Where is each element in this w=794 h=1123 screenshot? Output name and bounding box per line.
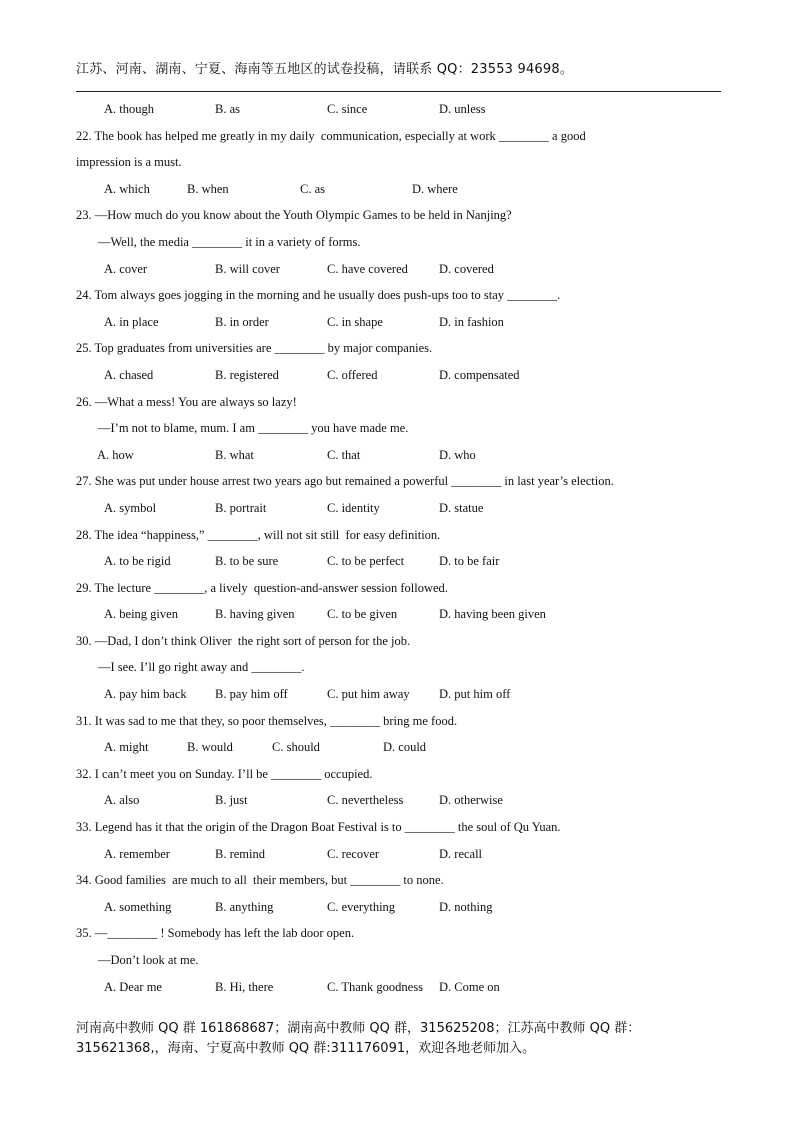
- option-a: A. also: [104, 793, 140, 808]
- question-stem: 25. Top graduates from universities are ________ by major companies.: [76, 341, 433, 356]
- options-row: [76, 787, 721, 814]
- option-b: B. would: [187, 740, 233, 755]
- options-row: [76, 601, 721, 628]
- options-row: [76, 841, 721, 868]
- option-c: C. have covered: [327, 261, 408, 276]
- option-a: A. might: [104, 740, 149, 755]
- question-stem: 26. —What a mess! You are always so lazy!: [76, 394, 297, 409]
- option-b: B. as: [215, 102, 240, 116]
- option-b: B. to be sure: [215, 554, 279, 569]
- option-c: C. put him away: [327, 687, 410, 702]
- option-c: C. offered: [327, 367, 378, 382]
- option-a: A. pay him back: [104, 687, 187, 702]
- question-stem: 32. I can’t meet you on Sunday. I’ll be ________ occupied.: [76, 766, 373, 781]
- option-d: D. unless: [439, 102, 486, 116]
- question-stem: 23. —How much do you know about the Youth Olympic Games to be held in Nanjing?: [76, 208, 512, 223]
- option-c: C. to be perfect: [327, 554, 405, 569]
- option-c: C. nevertheless: [327, 793, 404, 808]
- question-stem: 24. Tom always goes jogging in the morning and he usually does push-ups too to stay ________.: [76, 288, 561, 303]
- option-b: B. Hi, there: [215, 979, 274, 994]
- option-c: C. to be given: [327, 607, 398, 622]
- option-c: C. since: [327, 102, 368, 116]
- options-row: [76, 256, 721, 283]
- options-row: [76, 96, 721, 123]
- option-a: A. something: [104, 899, 172, 914]
- option-c: C. recover: [327, 846, 380, 861]
- option-a: A. remember: [104, 846, 170, 861]
- option-d: D. Come on: [439, 979, 500, 994]
- option-a: A. in place: [104, 314, 159, 329]
- option-d: D. otherwise: [439, 793, 503, 808]
- options-row: [76, 495, 721, 522]
- option-b: B. portrait: [215, 500, 267, 515]
- option-b: B. when: [187, 181, 229, 196]
- option-c: C. Thank goodness: [327, 979, 423, 994]
- options-row: [76, 974, 721, 1001]
- option-c: C. everything: [327, 899, 396, 914]
- option-a: A. cover: [104, 261, 148, 276]
- header-divider: [76, 91, 721, 92]
- option-c: C. identity: [327, 500, 380, 515]
- option-c: C. in shape: [327, 314, 383, 329]
- option-c: C. as: [300, 181, 325, 196]
- option-a: A. to be rigid: [104, 554, 171, 569]
- option-c: C. that: [327, 447, 361, 462]
- option-a: A. Dear me: [104, 979, 162, 994]
- option-a: A. chased: [104, 367, 154, 382]
- question-stem: 35. —________ ! Somebody has left the lab door open.: [76, 926, 355, 941]
- option-b: B. what: [215, 447, 254, 462]
- question-line: —I see. I’ll go right away and ________.: [98, 660, 305, 675]
- options-row: [76, 442, 721, 469]
- option-b: B. in order: [215, 314, 269, 329]
- options-row: [76, 548, 721, 575]
- option-a: A. though: [104, 102, 154, 116]
- question-stem: 28. The idea “happiness,” ________, will not sit still for easy definition.: [76, 527, 441, 542]
- question-stem: 22. The book has helped me greatly in my daily communication, especially at work ________ a good: [76, 128, 586, 143]
- options-row: [76, 681, 721, 708]
- option-d: D. statue: [439, 500, 484, 515]
- question-line: impression is a must.: [76, 155, 182, 170]
- option-b: B. remind: [215, 846, 265, 861]
- question-line: —I’m not to blame, mum. I am ________ you have made me.: [98, 421, 409, 436]
- option-d: D. could: [383, 740, 427, 755]
- question-stem: 34. Good families are much to all their members, but ________ to none.: [76, 873, 444, 888]
- question-stem: 27. She was put under house arrest two years ago but remained a powerful ________ in last year’s election.: [76, 474, 614, 489]
- option-d: D. having been given: [439, 607, 546, 622]
- question-stem: 30. —Dad, I don’t think Oliver the right sort of person for the job.: [76, 633, 411, 648]
- page-header: 江苏、河南、湖南、宁夏、海南等五地区的试卷投稿，请联系 QQ：23553 94698。: [76, 62, 574, 77]
- options-row: [76, 176, 721, 203]
- question-list: [76, 96, 721, 1000]
- option-a: A. symbol: [104, 500, 157, 515]
- option-d: D. nothing: [439, 899, 493, 914]
- option-d: D. compensated: [439, 367, 520, 382]
- page-footer: 河南高中教师 QQ 群 161868687；湖南高中教师 QQ 群，315625208；江苏高中教师 QQ 群：315621368,，海南、宁夏高中教师 QQ 群:311176091，欢迎各地老师加入。: [76, 1021, 641, 1056]
- option-b: B. will cover: [215, 261, 280, 276]
- options-row: [76, 309, 721, 336]
- question-line: —Well, the media ________ it in a variety of forms.: [98, 234, 361, 249]
- options-row: [76, 894, 721, 921]
- question-stem: 31. It was sad to me that they, so poor themselves, ________ bring me food.: [76, 713, 458, 728]
- question-stem: 29. The lecture ________, a lively question-and-answer session followed.: [76, 580, 448, 595]
- option-d: D. put him off: [439, 687, 511, 702]
- option-b: B. pay him off: [215, 687, 288, 702]
- option-b: B. just: [215, 793, 248, 808]
- option-b: B. anything: [215, 899, 274, 914]
- option-b: B. registered: [215, 367, 279, 382]
- option-d: D. covered: [439, 261, 494, 276]
- option-b: B. having given: [215, 607, 295, 622]
- option-d: D. where: [412, 181, 458, 196]
- option-d: D. in fashion: [439, 314, 504, 329]
- option-a: A. how: [97, 447, 134, 462]
- option-a: A. being given: [104, 607, 178, 622]
- option-c: C. should: [272, 740, 320, 755]
- question-line: —Don’t look at me.: [98, 953, 199, 967]
- option-d: D. recall: [439, 846, 483, 861]
- options-row: [76, 734, 721, 761]
- option-d: D. to be fair: [439, 554, 500, 569]
- question-stem: 33. Legend has it that the origin of the Dragon Boat Festival is to ________ the soul of Qu Yuan.: [76, 820, 561, 835]
- option-a: A. which: [104, 181, 150, 196]
- option-d: D. who: [439, 447, 476, 462]
- options-row: [76, 362, 721, 389]
